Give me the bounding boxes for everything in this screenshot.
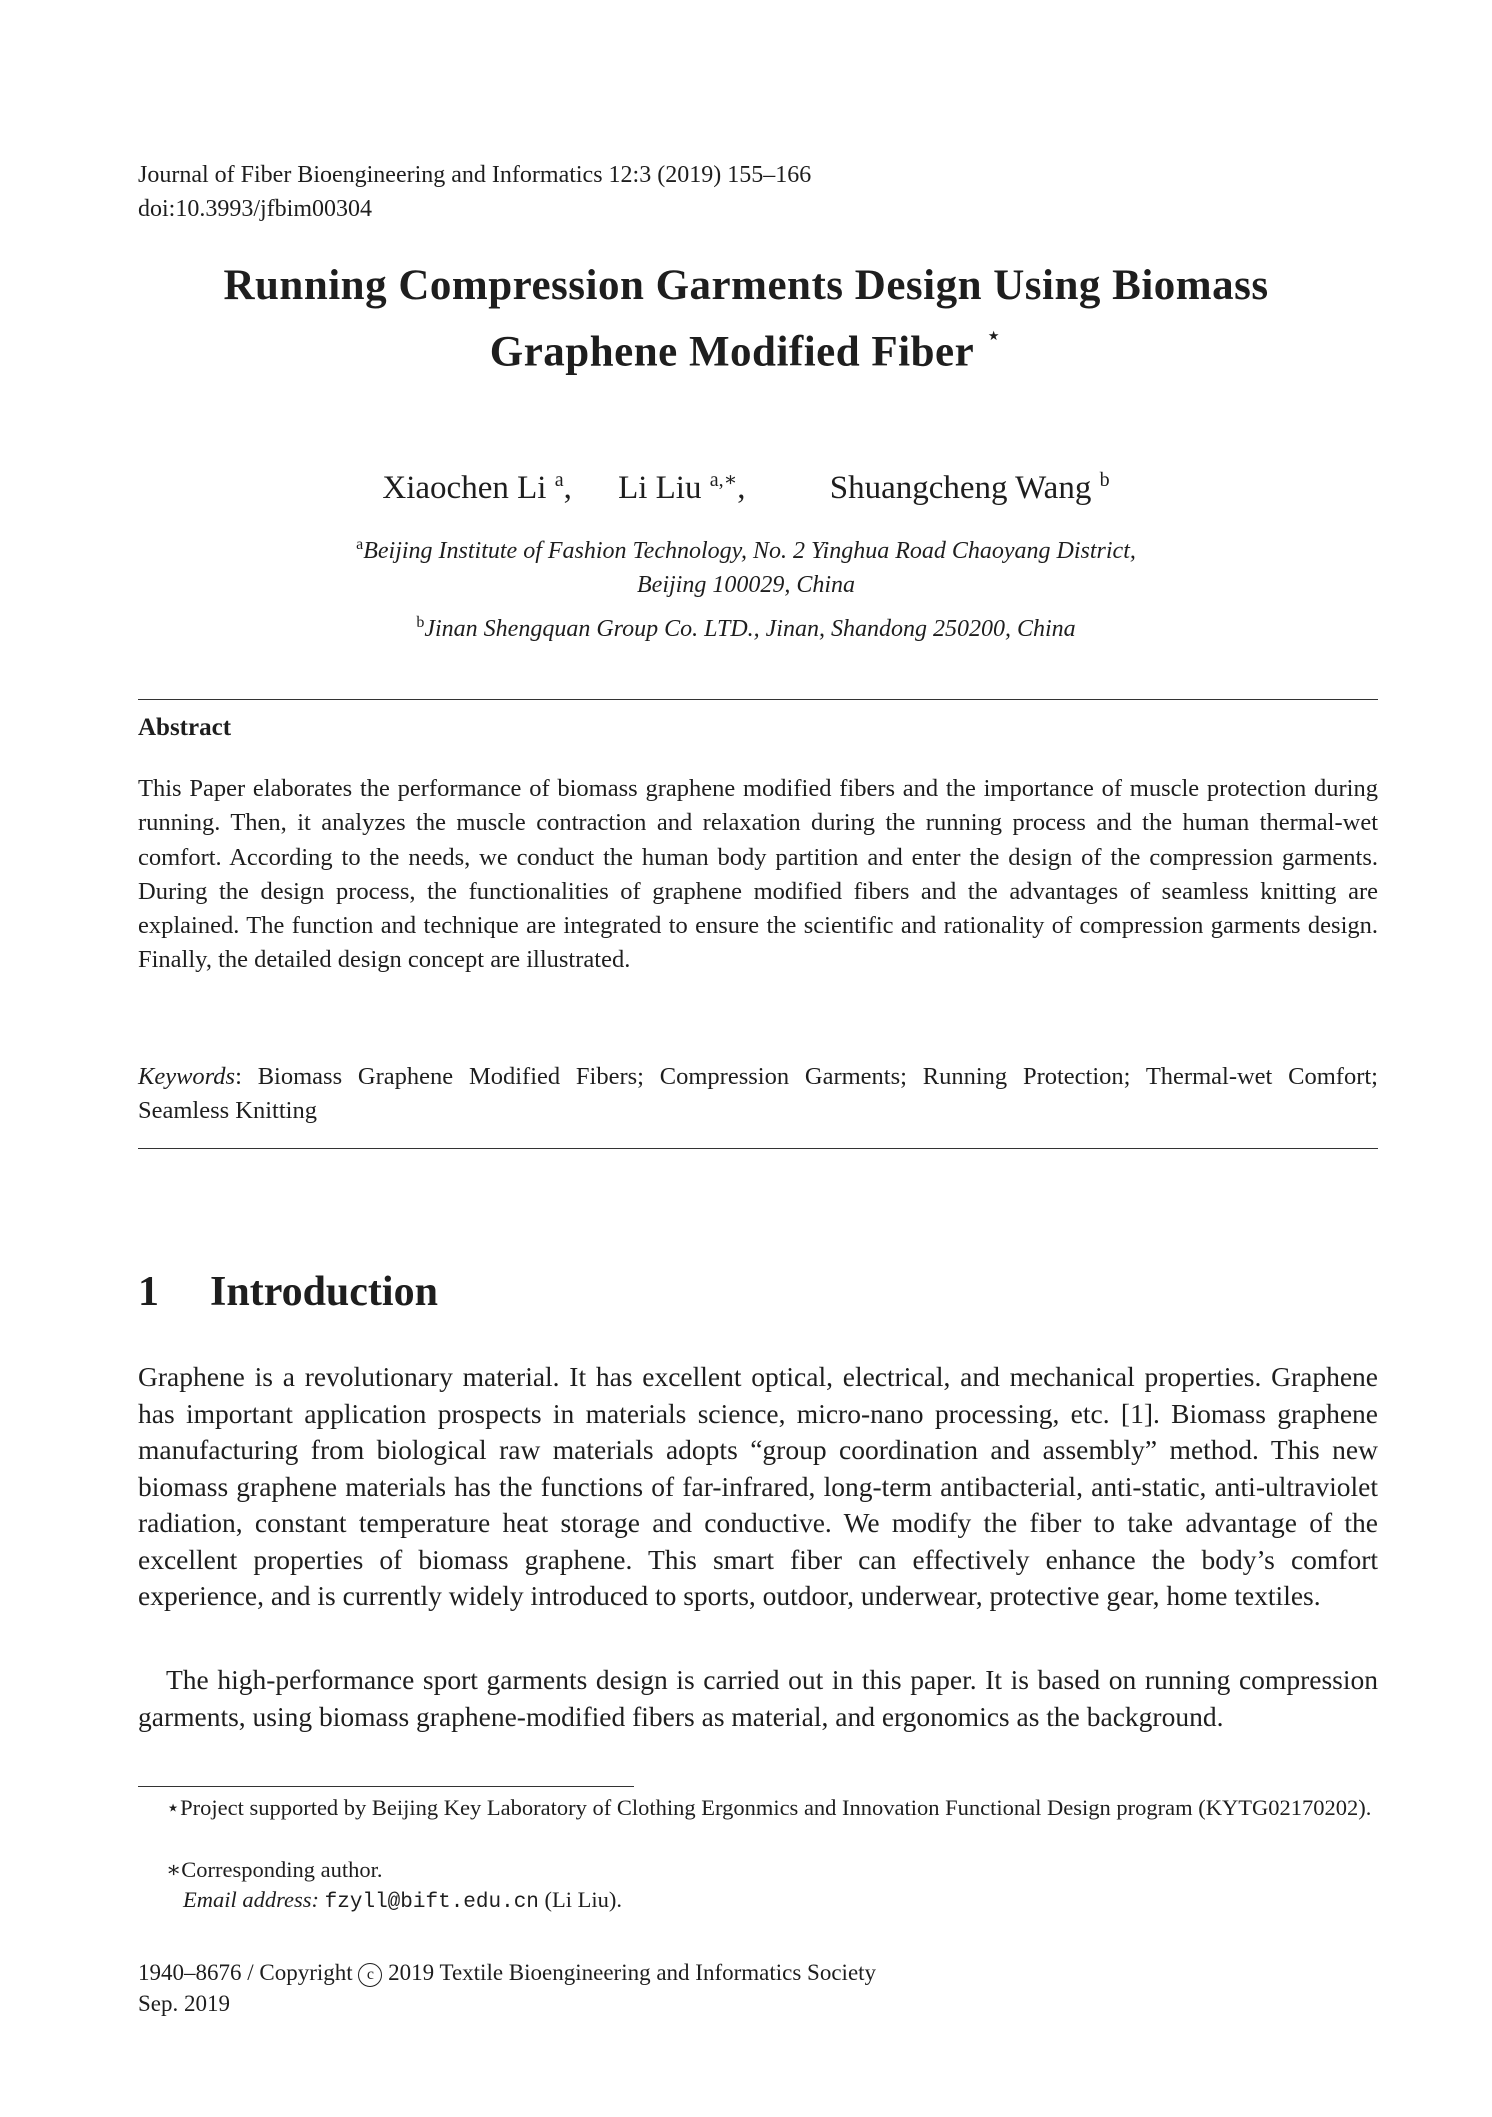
- author-name: Xiaochen Li: [382, 470, 547, 506]
- title-star-mark: ⋆: [985, 321, 1003, 350]
- abstract-heading: Abstract: [138, 714, 232, 741]
- author-affil-mark: a,∗: [709, 469, 738, 491]
- abstract-text: This Paper elaborates the performance of biomass graphene modified fibers and the importance of muscle protection during running. Then, it analyzes the muscle contraction and relaxation during the running process and the human thermal-wet comfort. According to the needs, we conduct the human body partition and enter the design of the compression garments. During the design process, the functionalities of graphene modified fibers and the advantages of seamless knitting are explained. The function and technique are integrated to ensure the scientific and rationality of compression garments design. Finally, the detailed design concept are illustrated.: [138, 775, 1378, 974]
- author-name: Li Liu: [618, 470, 702, 506]
- abstract-top-rule: [138, 699, 1378, 700]
- issue-date: Sep. 2019: [138, 1991, 230, 2016]
- title-line-1: Running Compression Garments Design Using Biomass: [223, 262, 1269, 309]
- copyright-icon: c: [358, 1963, 382, 1987]
- footnote-project: ⋆Project supported by Beijing Key Laboratory of Clothing Ergonmics and Innovation Functional Design program (KYTG02170202).: [166, 1795, 1372, 1820]
- email-link[interactable]: fzyll@bift.edu.cn: [324, 1891, 539, 1914]
- keywords-text: : Biomass Graphene Modified Fibers; Compression Garments; Running Protection; Thermal-wet Comfort; Seamless Knitting: [138, 1063, 1378, 1124]
- abstract-bottom-rule: [138, 1148, 1378, 1149]
- author-affil-mark: b: [1099, 469, 1110, 491]
- footnote-rule: [138, 1786, 634, 1787]
- title-line-2: Graphene Modified Fiber: [489, 328, 975, 376]
- email-suffix: (Li Liu).: [538, 1887, 623, 1912]
- paper-title: [120, 258, 1372, 380]
- section-title: Introduction: [210, 1269, 438, 1315]
- keywords: [138, 1060, 1378, 1128]
- affil-mark-b: b: [416, 614, 425, 631]
- author-list: [120, 458, 1372, 510]
- author-separator: ,: [563, 470, 572, 506]
- author-separator: ,: [737, 470, 746, 506]
- footnote-corresponding: ∗Corresponding author.: [166, 1857, 383, 1882]
- journal-citation: Journal of Fiber Bioengineering and Informatics 12:3 (2019) 155–166: [138, 162, 812, 188]
- affil-a-line-1: Beijing Institute of Fashion Technology, No. 2 Yinghua Road Chaoyang District,: [363, 538, 1136, 564]
- section-number: 1: [138, 1269, 159, 1315]
- doi: doi:10.3993/jfbim00304: [138, 196, 372, 222]
- author-name: Shuangcheng Wang: [829, 470, 1092, 506]
- footnote-email: [138, 1885, 1378, 1919]
- copyright-text: 2019 Textile Bioengineering and Informatics Society: [388, 1960, 877, 1985]
- affiliation-b: [200, 606, 1292, 646]
- copyright-footer: [138, 1957, 876, 2019]
- journal-header: [138, 158, 811, 226]
- keywords-label: Keywords: [138, 1063, 236, 1090]
- affiliation-a: [200, 528, 1292, 602]
- affil-b-line: Jinan Shengquan Group Co. LTD., Jinan, Shandong 250200, China: [424, 616, 1076, 642]
- intro-paragraph-2: The high-performance sport garments design is carried out in this paper. It is based on running compression garments, using biomass graphene-modified fibers as material, and ergonomics as the background.: [138, 1664, 1378, 1732]
- author-affil-mark: a: [554, 469, 564, 491]
- email-label: Email address:: [183, 1887, 320, 1912]
- affil-a-line-2: Beijing 100029, China: [637, 572, 855, 598]
- copyright-prefix: 1940–8676 / Copyright: [138, 1960, 353, 1985]
- section-heading: [138, 1268, 438, 1316]
- affil-mark-a: a: [356, 536, 364, 553]
- intro-paragraph-1: Graphene is a revolutionary material. It has excellent optical, electrical, and mechanical properties. Graphene has important application prospects in materials science, micro-nano processing, etc. [1]. Biomass graphene manufacturing from biological raw materials adopts “group coordination and assembly” method. This new biomass graphene materials has the functions of far-infrared, long-term antibacterial, anti-static, anti-ultraviolet radiation, constant temperature heat storage and conductive. We modify the fiber to take advantage of the excellent properties of biomass graphene. This smart fiber can effectively enhance the body’s comfort experience, and is currently widely introduced to sports, outdoor, underwear, protective gear, home textiles.: [138, 1361, 1378, 1611]
